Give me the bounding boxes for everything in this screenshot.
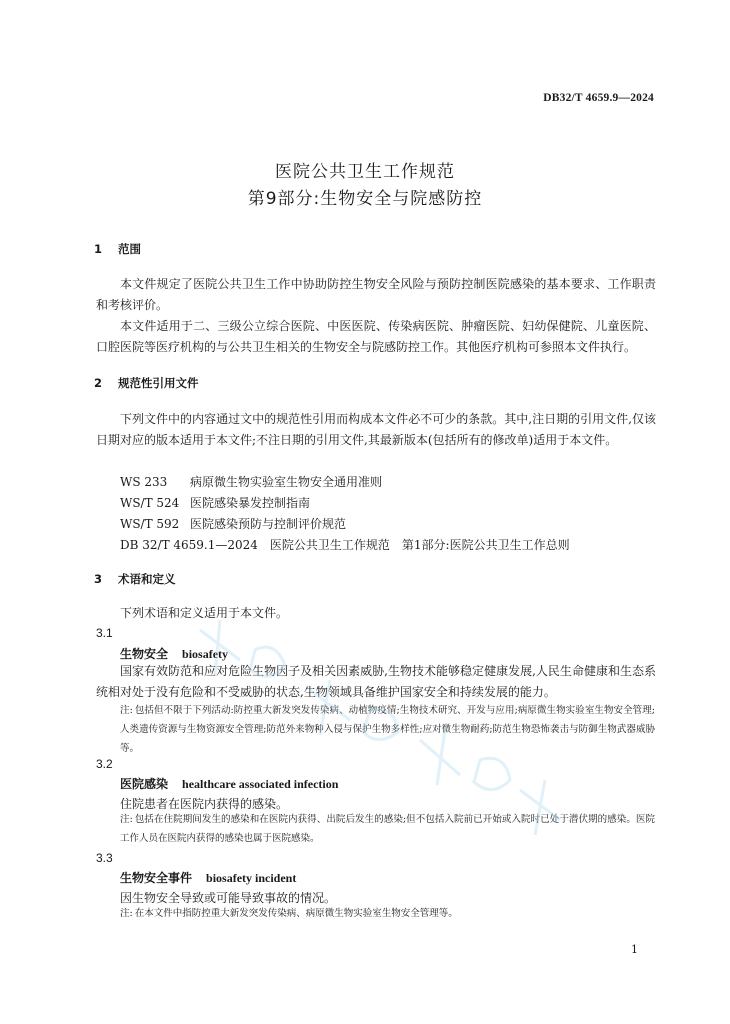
term-note bbox=[120, 810, 655, 848]
term-heading bbox=[120, 645, 228, 662]
section-number: 1 bbox=[94, 242, 103, 256]
note-label: 注: bbox=[120, 908, 133, 919]
reference-code: WS/T 592 bbox=[120, 517, 180, 531]
term-heading bbox=[120, 775, 338, 792]
section-number: 2 bbox=[94, 376, 103, 390]
note-text: 在本文件中指防控重大新发突发传染病、病原微生物实验室生物安全管理等。 bbox=[134, 908, 458, 919]
standard-code: DB32/T 4659.9—2024 bbox=[543, 92, 654, 104]
reference-title: 医院感染暴发控制指南 bbox=[190, 496, 311, 510]
section-title: 范围 bbox=[118, 242, 141, 256]
scope-paragraph-1: 本文件规定了医院公共卫生工作中协助防控生物安全风险与预防控制医院感染的基本要求、工作职责和考核评价。 bbox=[96, 277, 656, 312]
reference-code: WS 233 bbox=[120, 475, 168, 489]
term-number: 3.3 bbox=[96, 851, 113, 865]
section-1-heading bbox=[94, 241, 141, 257]
reference-item bbox=[120, 473, 382, 490]
term-zh: 生物安全 bbox=[120, 647, 169, 661]
document-title: 医院公共卫生工作规范 bbox=[275, 162, 455, 182]
term-note bbox=[120, 701, 655, 758]
term-note bbox=[120, 904, 655, 923]
reference-title: 病原微生物实验室生物安全通用准则 bbox=[190, 475, 383, 489]
term-number: 3.1 bbox=[96, 626, 113, 640]
scope-paragraph-2: 本文件适用于二、三级公立综合医院、中医医院、传染病医院、肿瘤医院、妇幼保健院、儿童医院、口腔医院等医疗机构的与公共卫生相关的生物安全与院感防控工作。其他医疗机构可参照本文件执行。 bbox=[96, 319, 656, 354]
reference-title: 医院公共卫生工作规范 第1部分:医院公共卫生工作总则 bbox=[269, 538, 570, 552]
term-zh: 生物安全事件 bbox=[120, 871, 193, 885]
note-label: 注: bbox=[120, 705, 133, 716]
term-definition: 因生物安全导致或可能导致事故的情况。 bbox=[120, 891, 337, 905]
term-heading bbox=[120, 869, 296, 886]
term-en: healthcare associated infection bbox=[182, 777, 339, 791]
section-2-heading bbox=[94, 375, 199, 391]
term-zh: 医院感染 bbox=[120, 777, 169, 791]
note-text: 包括但不限于下列活动:防控重大新发突发传染病、动植物疫情;生物技术研究、开发与应用;病原微生物实验室生物安全管理;人类遗传资源与生物资源安全管理;防范外来物种入侵与保护生物多样性;应对微生物耐药;防范生物恐怖袭击与防御生物武器威胁等。 bbox=[120, 705, 656, 754]
term-definition: 国家有效防范和应对危险生物因子及相关因素威胁,生物技术能够稳定健康发展,人民生命健康和生态系统相对处于没有危险和不受威胁的状态,生物领域具备维护国家安全和持续发展的能力。 bbox=[96, 664, 656, 699]
terms-intro: 下列术语和定义适用于本文件。 bbox=[120, 606, 289, 620]
normative-references-paragraph: 下列文件中的内容通过文中的规范性引用而构成本文件必不可少的条款。其中,注日期的引用文件,仅该日期对应的版本适用于本文件;不注日期的引用文件,其最新版本(包括所有的修改单)适用于本文件。 bbox=[96, 412, 656, 447]
reference-title: 医院感染预防与控制评价规范 bbox=[190, 517, 347, 531]
reference-item bbox=[120, 515, 346, 532]
term-number: 3.2 bbox=[96, 757, 113, 771]
term-en: biosafety incident bbox=[206, 871, 297, 885]
page-number: 1 bbox=[631, 943, 638, 956]
reference-code: DB 32/T 4659.1—2024 bbox=[120, 538, 258, 552]
document-subtitle: 第9部分:生物安全与院感防控 bbox=[247, 189, 483, 209]
note-text: 包括在住院期间发生的感染和在医院内获得、出院后发生的感染;但不包括入院前已开始或入院时已处于潜伏期的感染。医院工作人员在医院内获得的感染也属于医院感染。 bbox=[120, 814, 656, 844]
section-number: 3 bbox=[94, 572, 103, 586]
reference-code: WS/T 524 bbox=[120, 496, 180, 510]
term-en: biosafety bbox=[182, 647, 229, 661]
reference-item bbox=[120, 536, 570, 553]
section-title: 术语和定义 bbox=[118, 572, 176, 586]
section-3-heading bbox=[94, 571, 176, 587]
reference-item bbox=[120, 494, 310, 511]
note-label: 注: bbox=[120, 814, 133, 825]
section-title: 规范性引用文件 bbox=[118, 376, 199, 390]
term-definition: 住院患者在医院内获得的感染。 bbox=[120, 797, 289, 811]
